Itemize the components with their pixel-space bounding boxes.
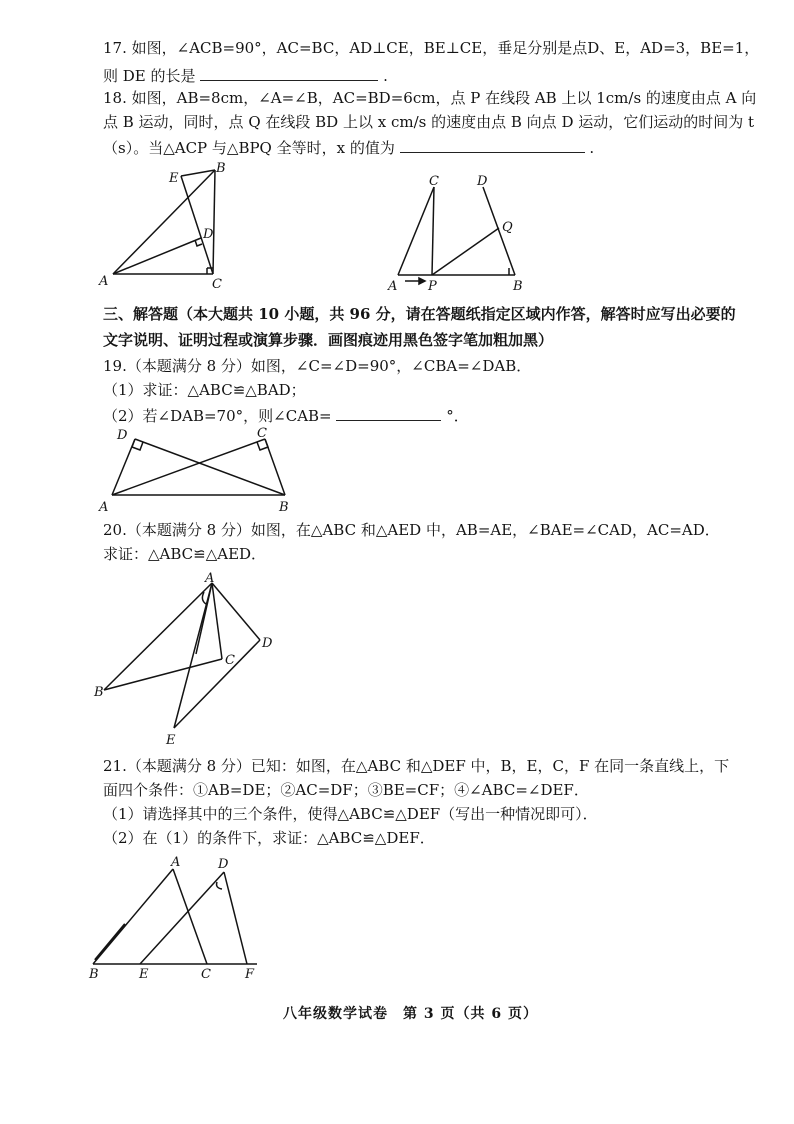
q17-prompt: 则 DE 的长是 <box>103 67 196 85</box>
q19-part1: （1）求证：△ABC≌△BAD； <box>103 381 306 399</box>
q20-line2: 求证：△ABC≌△AED． <box>103 545 267 563</box>
section3-line2: 文字说明、证明过程或演算步骤．画图痕迹用黑色签字笔加粗加黑） <box>103 331 554 349</box>
q19-part2-prompt: （2）若∠DAB=70°，则∠CAB= <box>103 407 332 425</box>
q19-label-B: B <box>279 500 289 515</box>
q18-label-A: A <box>388 279 398 294</box>
q17-line2 <box>103 64 388 86</box>
q20-label-B: B <box>94 685 104 700</box>
q17-period: . <box>383 67 388 85</box>
q20-label-C: C <box>225 653 235 668</box>
q19-degree: °． <box>446 407 469 425</box>
q19-line1: 19.（本题满分 8 分）如图，∠C=∠D=90°，∠CBA=∠DAB． <box>103 357 532 375</box>
q20-line1: 20.（本题满分 8 分）如图，在△ABC 和△AED 中，AB=AE，∠BAE=∠CAD，AC=AD． <box>103 521 720 539</box>
q19-label-C: C <box>257 426 267 441</box>
q17-label-D: D <box>203 227 214 242</box>
q19-figure <box>95 425 305 515</box>
q18-figure <box>385 170 545 295</box>
q21-label-D: D <box>218 857 229 872</box>
q17-label-A: A <box>99 274 109 289</box>
q21-part1: （1）请选择其中的三个条件，使得△ABC≌△DEF（写出一种情况即可）． <box>103 805 598 823</box>
q17-figure <box>95 160 235 295</box>
q18-line3 <box>103 136 594 158</box>
page-footer: 八年级数学试卷 第 3 页（共 6 页） <box>283 1006 538 1022</box>
q18-label-B: B <box>513 279 523 294</box>
q21-label-E: E <box>139 967 149 982</box>
q19-label-A: A <box>99 500 109 515</box>
q21-label-F: F <box>245 967 255 982</box>
q17-label-E: E <box>169 171 179 186</box>
q18-line1: 18. 如图，AB=8cm，∠A=∠B，AC=BD=6cm，点 P 在线段 AB 上以 1cm/s 的速度由点 A 向 <box>103 89 757 107</box>
q18-line2: 点 B 运动，同时，点 Q 在线段 BD 上以 x cm/s 的速度由点 B 向点 D 运动，它们运动的时间为 t <box>103 113 755 131</box>
q18-answer-blank[interactable] <box>400 136 585 153</box>
q21-figure <box>85 852 270 982</box>
q21-label-B: B <box>89 967 99 982</box>
q19-answer-blank[interactable] <box>336 404 441 421</box>
q18-label-P: P <box>428 279 437 294</box>
q21-line2: 面四个条件：①AB=DE；②AC=DF；③BE=CF；④∠ABC=∠DEF． <box>103 781 589 799</box>
q19-label-D: D <box>117 428 128 443</box>
q18-label-C: C <box>429 174 439 189</box>
q21-label-A: A <box>171 855 181 870</box>
q18-prompt: （s）。当△ACP 与△BPQ 全等时，x 的值为 <box>103 139 395 157</box>
q21-label-C: C <box>201 967 211 982</box>
q20-label-D: D <box>262 636 273 651</box>
q21-part2: （2）在（1）的条件下，求证：△ABC≌△DEF． <box>103 829 435 847</box>
q20-label-A: A <box>205 571 215 586</box>
q17-answer-blank[interactable] <box>200 64 378 81</box>
q20-label-E: E <box>166 733 176 748</box>
q17-line1: 17. 如图，∠ACB=90°，AC=BC，AD⊥CE，BE⊥CE，垂足分别是点D、E，AD=3，BE=1， <box>103 39 760 57</box>
q18-label-D: D <box>477 174 488 189</box>
q19-part2 <box>103 404 469 426</box>
q18-period: . <box>589 139 595 157</box>
q17-label-C: C <box>212 277 222 292</box>
section3-line1: 三、解答题（本大题共 10 小题，共 96 分，请在答题纸指定区域内作答，解答时应写出必要的 <box>103 305 736 323</box>
q20-figure <box>92 568 282 748</box>
q17-label-B: B <box>216 161 226 176</box>
q21-line1: 21.（本题满分 8 分）已知：如图，在△ABC 和△DEF 中，B，E，C，F 在同一条直线上，下 <box>103 757 730 775</box>
q18-label-Q: Q <box>502 220 513 235</box>
